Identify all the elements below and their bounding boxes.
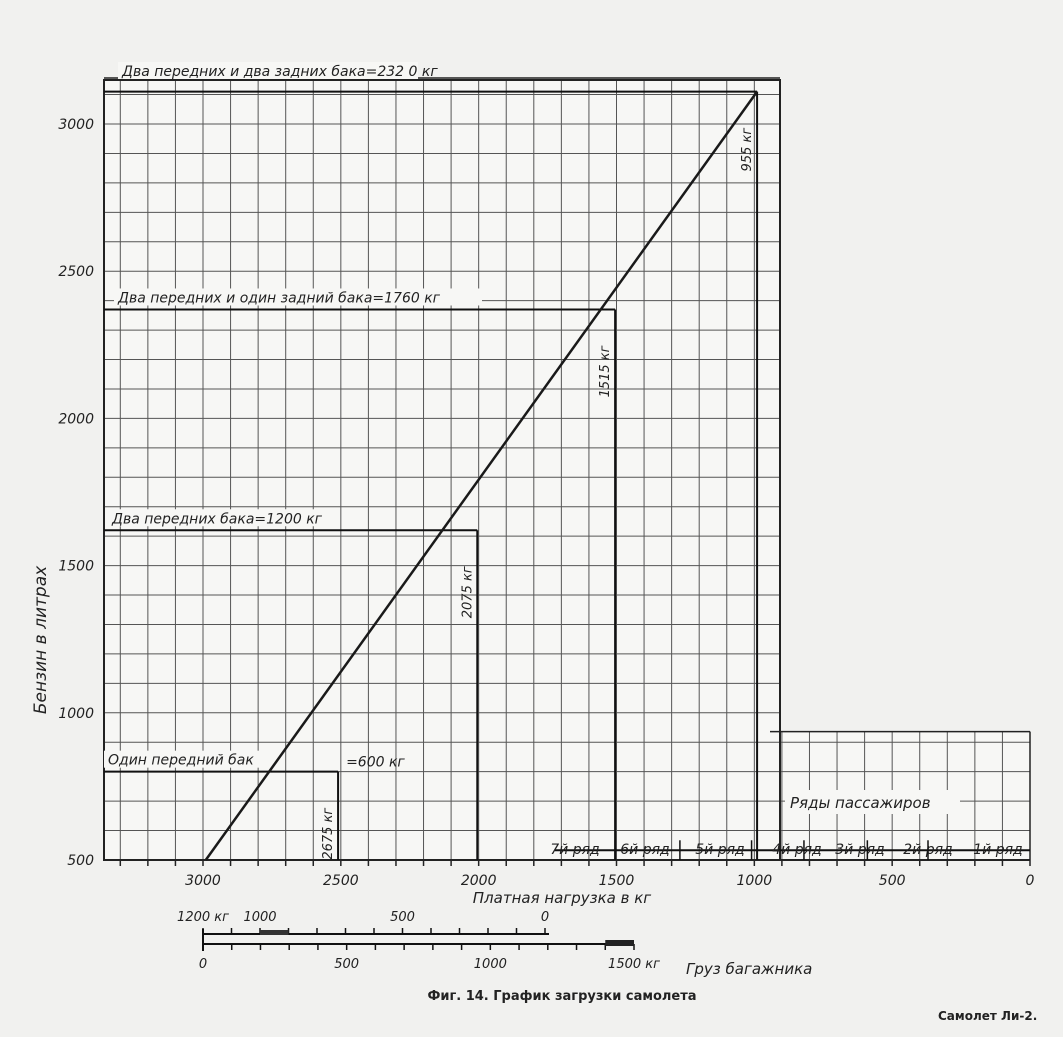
level-label-suffix: =600 кг [346,754,405,771]
x-tick-label: 2500 [323,873,359,889]
y-tick-label: 500 [67,853,94,869]
y-tick-label: 2000 [58,411,94,428]
baggage-bottom-tick-label: 1000 [473,957,507,972]
baggage-top-tick-label: 1000 [243,910,277,925]
x-tick-label: 0 [1025,873,1035,889]
page-footer: Самолет Ли-2. [938,1009,1038,1023]
baggage-top-tick-label: 0 [540,910,550,925]
passenger-row-label: 6й ряд [620,842,670,859]
x-tick-label: 500 [878,873,906,889]
passenger-rows-title: Ряды пассажиров [790,794,931,812]
figure-caption: Фиг. 14. График загрузки самолета [427,989,697,1004]
plot-background [104,80,780,860]
passenger-row-label: 3й ряд [835,842,885,859]
x-tick-label: 1500 [598,873,635,889]
x-tick-label: 2000 [460,873,497,889]
level-label: Два передних и один задний бака=1760 кг [118,290,441,307]
drop-label: 955 кг [740,127,756,172]
drop-label: 2675 кг [321,807,337,860]
x-tick-label: 3000 [185,873,221,889]
passenger-row-label: 2й ряд [903,842,953,859]
x-tick-label: 1000 [736,873,773,889]
passenger-row-label: 5й ряд [695,842,745,859]
passenger-row-label: 4й ряд [772,842,822,859]
baggage-top-tick-label: 1200 кг [177,910,229,925]
level-label: Один передний бак [108,752,254,769]
y-tick-label: 2500 [58,264,94,281]
y-tick-label: 3000 [58,117,94,133]
baggage-fill-segment [260,930,289,935]
y-tick-label: 1500 [58,558,94,575]
drop-label: 2075 кг [460,566,476,619]
level-label: Два передних бака=1200 кг [112,511,323,528]
baggage-bottom-tick-label: 500 [334,957,360,972]
baggage-bottom-tick-label: 1500 кг [608,957,660,972]
baggage-scale-label: Груз багажника [686,960,813,978]
x-axis-label: Платная нагрузка в кг [472,889,652,907]
level-label: Два передних и два задних бака=232 0 кг [122,64,438,80]
y-axis-label: Бензин в литрах [31,565,51,715]
y-tick-label: 1000 [58,705,94,722]
passenger-row-label: 1й ряд [973,842,1023,859]
passenger-row-label: 7й ряд [550,842,600,859]
baggage-top-tick-label: 500 [390,910,415,925]
drop-label: 1515 кг [598,345,614,398]
baggage-fill-end [605,940,634,946]
baggage-bottom-tick-label: 0 [198,957,208,972]
